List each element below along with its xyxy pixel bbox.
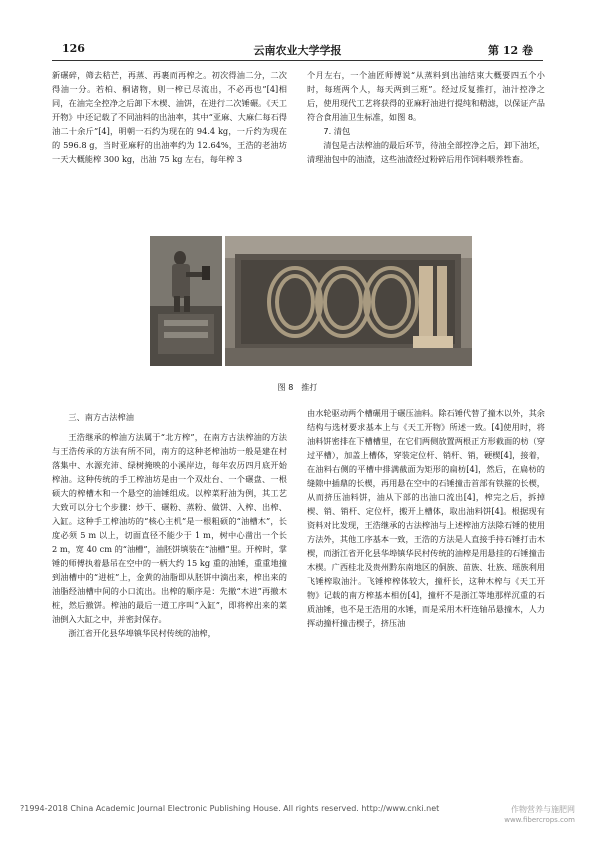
photo-oil-press-image (225, 236, 472, 366)
right-column-top (307, 68, 545, 208)
paragraph: 清包是古法榨油的最后环节，待油全部控净之后，卸下油坯，清理油包中的油渣，这些油渣经过粉碎后用作饲料喂养牲畜。 (307, 140, 545, 164)
paragraph: 浙江省开化县华埠镇华民村传统的油榨， (68, 628, 216, 638)
photo-oil-press (225, 236, 472, 366)
paragraph: 由水轮驱动两个槽碾用于碾压油料。除石锤代替了撞木以外，其余结构与选材要求基本上与《天工开物》所述一致。[4]使用时，将油料饼密排在下槽槽里，在它们两侧放置两根正方形截面的枋（穿过平槽），加盖上槽体，穿装定位杆、销杆、销，硬楔[4]，接着，在油料右侧的平槽中排满截面为矩形的扁枋[4]，然后，在扁枋的缝隙中插鼎的长楔，再用悬在空中的石锤撞击首部有铁箍的长楔，从而挤压油料饼，油从下部的出油口流出[4]，榨完之后，拆掉楔、销、销杆、定位杆，搬开上槽体，取出油料饼[4]。根据现有资料对比发现，王浩继承的古法榨油与上述榨油方法除石锤的使用方法外，其他工序基本一致，王浩的方法是人直接手持石锤打击木楔，而浙江省开化县华埠镇华民村传统的油榨是用悬挂的石锤撞击木楔。广西桂北及贵州黔东南地区的侗族、苗族、壮族、瑶族利用飞锤榨取油汁。飞锤榨榨体较大，撞杆长，这种木榨与《天工开物》记载的南方榨基本相仿[4]，撞杆不是浙江等地那样沉重的石质油锤，也不是王浩用的水锤，而是采用木杆连轴吊悬撞木，人力挥动撞杆撞击楔子，挤压油 (307, 408, 545, 628)
running-header (52, 40, 543, 60)
paragraph: 个月左右，一个油匠师傅说“从蒸料到出油结束大概要四五个小时，每班两个人，每天两到三班”。经过反复推打，油汁控净之后，使用现代工艺将获得的亚麻籽油进行提纯和精滤，以保证产品符合食用油卫生标准，如图 8。 (307, 70, 545, 122)
photo-worker-pressing-image (150, 236, 222, 366)
figure-8 (150, 236, 472, 366)
page-footer (20, 804, 575, 824)
watermark-url: www.fibercrops.com (504, 816, 575, 824)
paragraph: 王浩继承的榨油方法属于“北方榨”，在南方古法榨油的方法与王浩传承的方法有所不同，南方的这种老榨油坊一般是建在村落集中、水源充沛、绿树掩映的小溪岸边，每年农历四月底开始榨油。这种传统的手工榨油坊是由一个双灶台、一个碾盘、一根硕大的榨槽木和一个悬空的油锤组成。以榨菜籽油为例，其工艺大致可以分七个步骤：炒干、碾粉、蒸粉、做饼、入榨、出榨、入缸。这种手工榨油坊的“核心主机”是一根粗硕的“油槽木”，长度必须 5 m 以上，切面直径不能少于 1 m，树中心凿出一个长 2 m，宽 40 cm 的“油槽”，油胚饼填装在“油槽”里。开榨时，掌锤的师傅执着悬吊在空中的一柄大约 15 kg 重的油锤，重重地撞到油槽中的“进桩”上，金黄的油脂即从胚饼中滴出来，榨出来的油脂经油槽中间的小口流出。出榨的顺序是：先撤“木进”再撤木桩，然后撤饼。榨油的最后一道工序叫“入缸”，即将榨出来的菜油倒入大缸之中，并密封保存。 (52, 432, 287, 624)
header-rule (52, 60, 543, 61)
watermark-text: 作物营养与施肥网 (511, 805, 575, 814)
section-heading: 三、南方古法榨油 (68, 412, 134, 422)
paragraph: 新碾碎，筛去秸芒，再蒸、再裹而再榨之。初次得油二分，二次得油一分。若柏、桐诸物，则一榨已尽流出，不必再也”[4]相同，在油完全控净之后卸下木楔、油饼，在进行二次锤碾。《天工开物》中还记载了不同油料的出油率，其中“亚麻、大麻仁每石得油二十余斤”[4]，明朝一石约为现在的 94.4 kg，一斤约为现在的 596.8 g，当时亚麻籽的出油率约为 12.64%，王浩的老油坊一天大概能榨 300 kg，出油 75 kg 左右，每年榨 3 (52, 70, 287, 164)
right-column-bottom (307, 406, 545, 786)
figure-caption: 图 8 推打 (277, 383, 318, 392)
copyright-line: ?1994-2018 China Academic Journal Electronic Publishing House. All rights reserved. http://www.cnki.net (20, 804, 440, 813)
subsection-heading: 7. 清包 (323, 126, 351, 136)
photo-worker-pressing (150, 236, 222, 366)
journal-title: 云南农业大学学报 (253, 44, 342, 57)
left-column-top (52, 68, 287, 208)
page-number: 126 (62, 42, 85, 55)
volume-label: 第 12 卷 (488, 44, 533, 57)
left-column-bottom (52, 406, 287, 786)
